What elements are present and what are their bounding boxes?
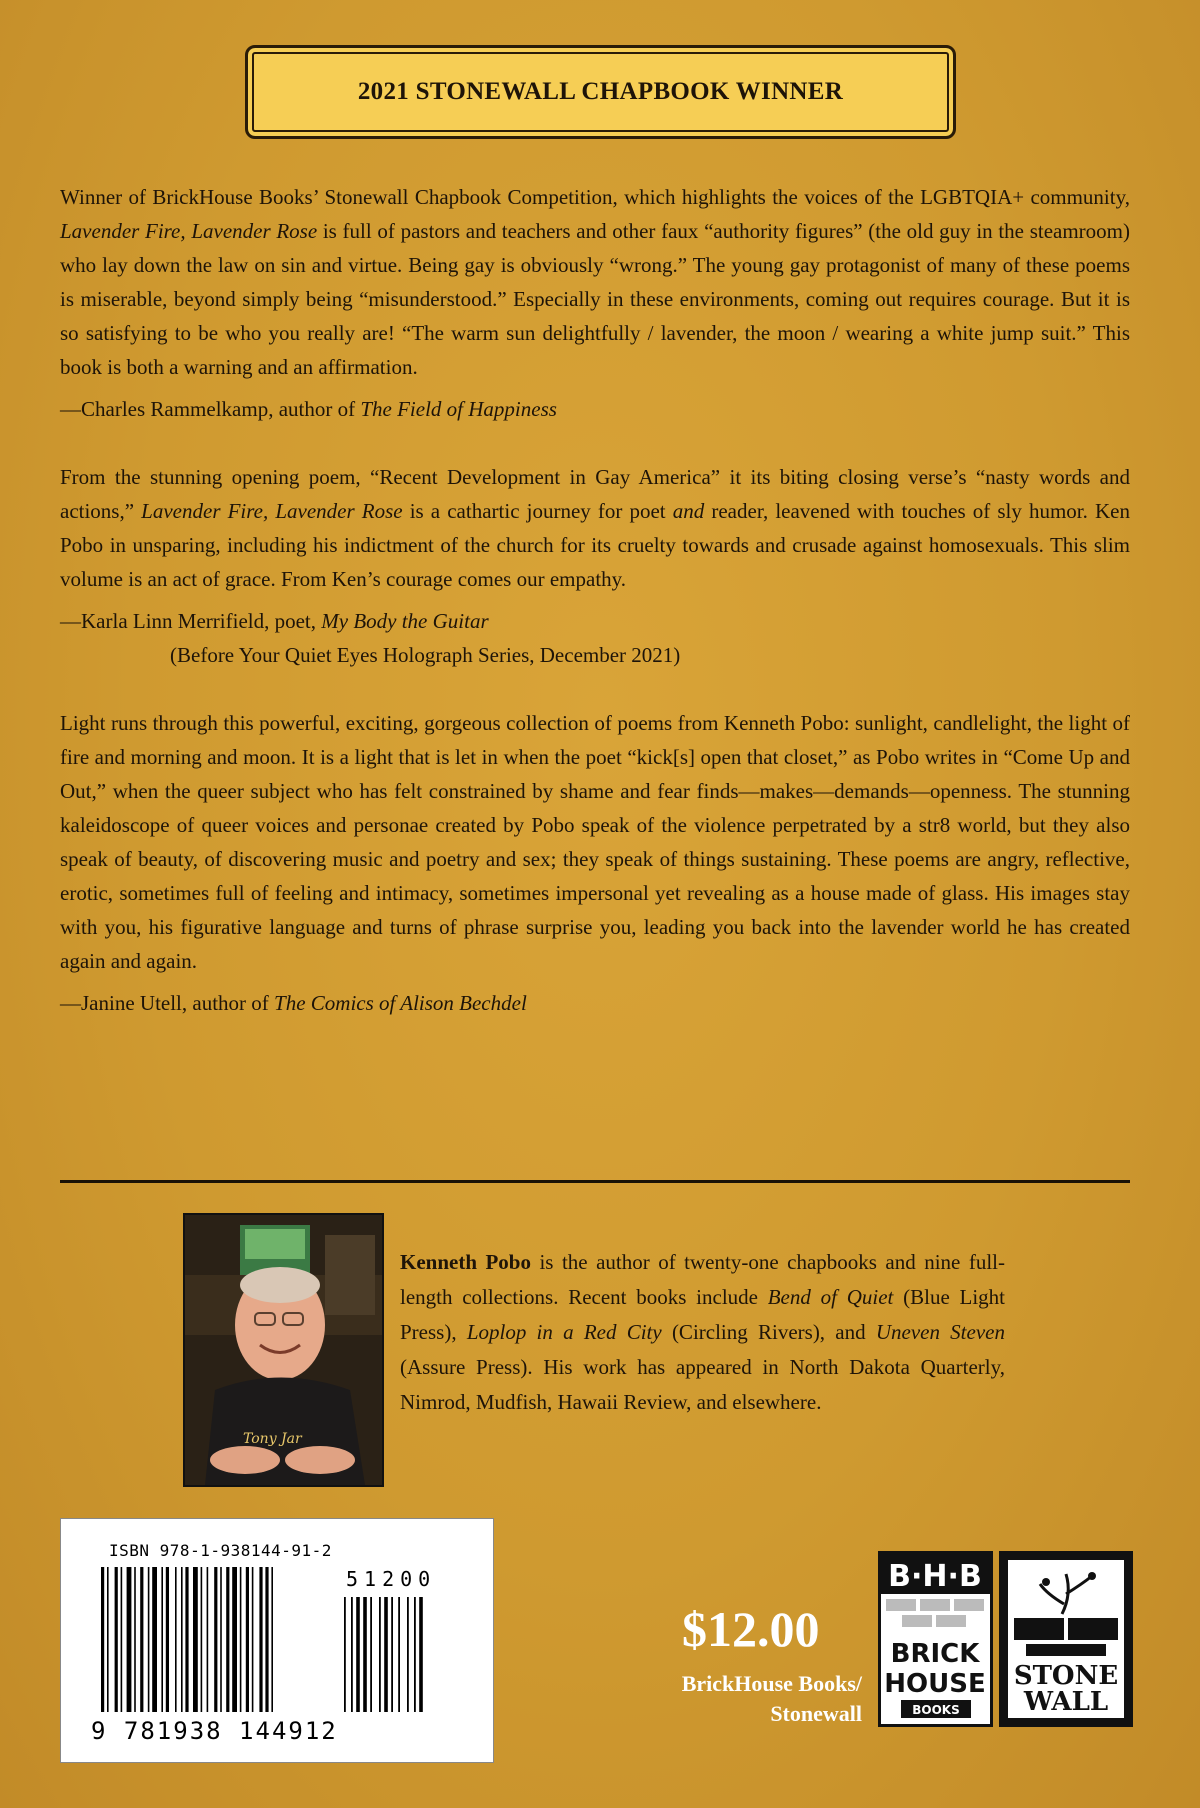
isbn-label: ISBN 978-1-938144-91-2 [109, 1541, 332, 1560]
barcode-bar [101, 1567, 104, 1712]
barcode-bar [134, 1567, 136, 1712]
barcode-bar [115, 1567, 118, 1712]
barcode-bar [240, 1567, 242, 1712]
author-photo [183, 1213, 384, 1487]
price: $12.00 [682, 1601, 820, 1657]
author-bio: Kenneth Pobo is the author of twenty-one chapbooks and nine full-length collections. Recent books include Bend of Quiet (Blue Light Press), Loplop in a Red City (Circling Rivers), and Uneven Steven (Assure Press). His work has appeared in North Dakota Quarterly, Nimrod, Mudfish, Hawaii Review, and elsewhere. [400, 1250, 1006, 1414]
svg-text:STONE: STONE [1013, 1661, 1119, 1691]
barcode-bar [265, 1567, 268, 1712]
barcode-bar [214, 1567, 217, 1712]
svg-text:B·H·B: B·H·B [888, 1559, 982, 1594]
barcode-bar [181, 1567, 183, 1712]
svg-text:WALL: WALL [1023, 1687, 1109, 1717]
barcode-bars [101, 1567, 481, 1717]
barcode-bar [259, 1567, 262, 1712]
svg-text:HOUSE: HOUSE [884, 1669, 986, 1699]
addon-bar [351, 1597, 353, 1712]
addon-bar [419, 1597, 423, 1712]
blurb-2-attribution: —Karla Linn Merrifield, poet, My Body the Guitar (Before Your Quiet Eyes Holograph Series, December 2021) [60, 609, 681, 667]
shirt-text: Tony Jar [243, 1431, 302, 1447]
blurbs-section [60, 180, 1130, 1020]
barcode-bar [161, 1567, 163, 1712]
barcode-bar [193, 1567, 198, 1712]
addon-bar [356, 1597, 360, 1712]
blurb-1-attribution: —Charles Rammelkamp, author of The Field of Happiness [60, 397, 557, 421]
blurb-3-text: Light runs through this powerful, exciting, gorgeous collection of poems from Kenneth Pobo: sunlight, candlelight, the light of fire and morning and moon. It is a light that is let in when the poet “kick[s] open that closet,” as Pobo writes in “Come Up and Out,” when the queer subject who has felt constrained by shame and fear finds—makes—demands—openness. The stunning kaleidoscope of queer voices and personae created by Pobo speak of the violence perpetrated by a str8 world, but they also speak of beauty, of discovering music and poetry and sex; they speak of things sustaining. These poems are angry, reflective, erotic, sometimes full of feeling and intimacy, sometimes impersonal yet revealing as a house made of glass. His images stay with you, his figurative language and turns of phrase surprise you, leading you back into the lavender world he has created again and again. [60, 711, 1130, 973]
barcode-bar [220, 1567, 222, 1712]
blurb-3-attribution: —Janine Utell, author of The Comics of Alison Bechdel [60, 991, 527, 1015]
barcode-bar [140, 1567, 143, 1712]
barcode-bar [185, 1567, 188, 1712]
svg-text:BRICK: BRICK [890, 1639, 980, 1669]
barcode-bar [201, 1567, 203, 1712]
barcode-bar [175, 1567, 177, 1712]
barcode-bar [127, 1567, 132, 1712]
addon-bar [370, 1597, 372, 1712]
blurb-1-text: Winner of BrickHouse Books’ Stonewall Chapbook Competition, which highlights the voices of the LGBTQIA+ community, Lavender Fire, Lavender Rose is full of pastors and teachers and other faux “authority figures” (the old guy in the steamroom) who lay down the law on sin and virtue. Being gay is obviously “wrong.” The young gay protagonist of many of these poems is miserable, beyond simply being “misunderstood.” Especially in these environments, coming out requires courage. But it is so satisfying to be who you really are! “The warm sun delightfully / lavender, the moon / wearing a white jump suit.” This book is both a warning and an affirmation. [60, 185, 1131, 379]
addon-digits: 51200 [346, 1567, 437, 1591]
award-banner [245, 45, 956, 139]
barcode-bar [148, 1567, 150, 1712]
brickhouse-logo [878, 1551, 993, 1727]
divider [60, 1180, 1130, 1183]
stonewall-logo [999, 1551, 1133, 1727]
award-title: 2021 STONEWALL CHAPBOOK WINNER [357, 78, 844, 105]
barcode-bar [232, 1567, 237, 1712]
ean-digits: 9 781938 144912 [91, 1717, 338, 1745]
publisher-name: BrickHouse Books/ Stonewall [681, 1671, 862, 1726]
addon-bar [363, 1597, 367, 1712]
addon-bar [391, 1597, 393, 1712]
barcode-bar [271, 1567, 273, 1712]
addon-bar [414, 1597, 416, 1712]
svg-text:BOOKS: BOOKS [912, 1703, 960, 1717]
barcode-bar [121, 1567, 123, 1712]
addon-bar [344, 1597, 346, 1712]
barcode-bar [246, 1567, 249, 1712]
addon-bar [384, 1597, 388, 1712]
isbn-barcode [60, 1518, 494, 1763]
addon-bar [379, 1597, 381, 1712]
addon-bar [398, 1597, 400, 1712]
barcode-bar [166, 1567, 169, 1712]
barcode-bar [107, 1567, 109, 1712]
barcode-bar [252, 1567, 254, 1712]
blurb-2-text: From the stunning opening poem, “Recent Development in Gay America” it its biting closing verse’s “nasty words and actions,” Lavender Fire, Lavender Rose is a cathartic journey for poet and reader, leavened with touches of sly humor. Ken Pobo in unsparing, including his indictment of the church for its cruelty towards and crusade against homosexuals. This slim volume is an act of grace. From Ken’s courage comes our empathy. [60, 465, 1130, 591]
barcode-bar [207, 1567, 209, 1712]
barcode-bar [226, 1567, 229, 1712]
addon-bar [407, 1597, 409, 1712]
barcode-bar [152, 1567, 157, 1712]
